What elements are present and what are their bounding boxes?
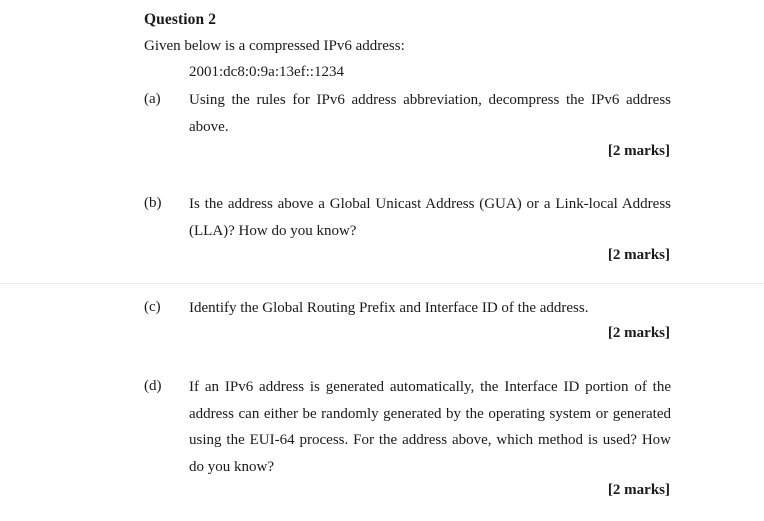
part-c-text: Identify the Global Routing Prefix and Interface ID of the address.: [189, 300, 589, 316]
question-intro: Given below is a compressed IPv6 address:: [144, 38, 405, 54]
question-title: Question 2: [144, 11, 217, 28]
divider-line: [0, 283, 764, 284]
part-d-label: (d): [144, 378, 162, 394]
part-b-marks: [2 marks]: [607, 247, 670, 263]
part-b-text: Is the address above a Global Unicast Address (GUA) or a Link-local Address (LLA)? How do you know?: [189, 196, 671, 239]
ipv6-address: 2001:dc8:0:9a:13ef::1234: [189, 64, 344, 80]
part-a-label: (a): [144, 91, 161, 107]
part-a-marks: [2 marks]: [607, 143, 670, 159]
part-c-marks: [2 marks]: [607, 325, 670, 341]
part-c-label: (c): [144, 299, 161, 315]
part-d-text: If an IPv6 address is generated automatically, the Interface ID portion of the address can either be randomly generated by the operating system or generated using the EUI-64 process. For the address above, which method is used? How do you know?: [189, 379, 671, 475]
part-a-text: Using the rules for IPv6 address abbreviation, decompress the IPv6 address above.: [189, 92, 671, 135]
part-d-marks: [2 marks]: [607, 482, 670, 498]
part-b-label: (b): [144, 195, 162, 211]
